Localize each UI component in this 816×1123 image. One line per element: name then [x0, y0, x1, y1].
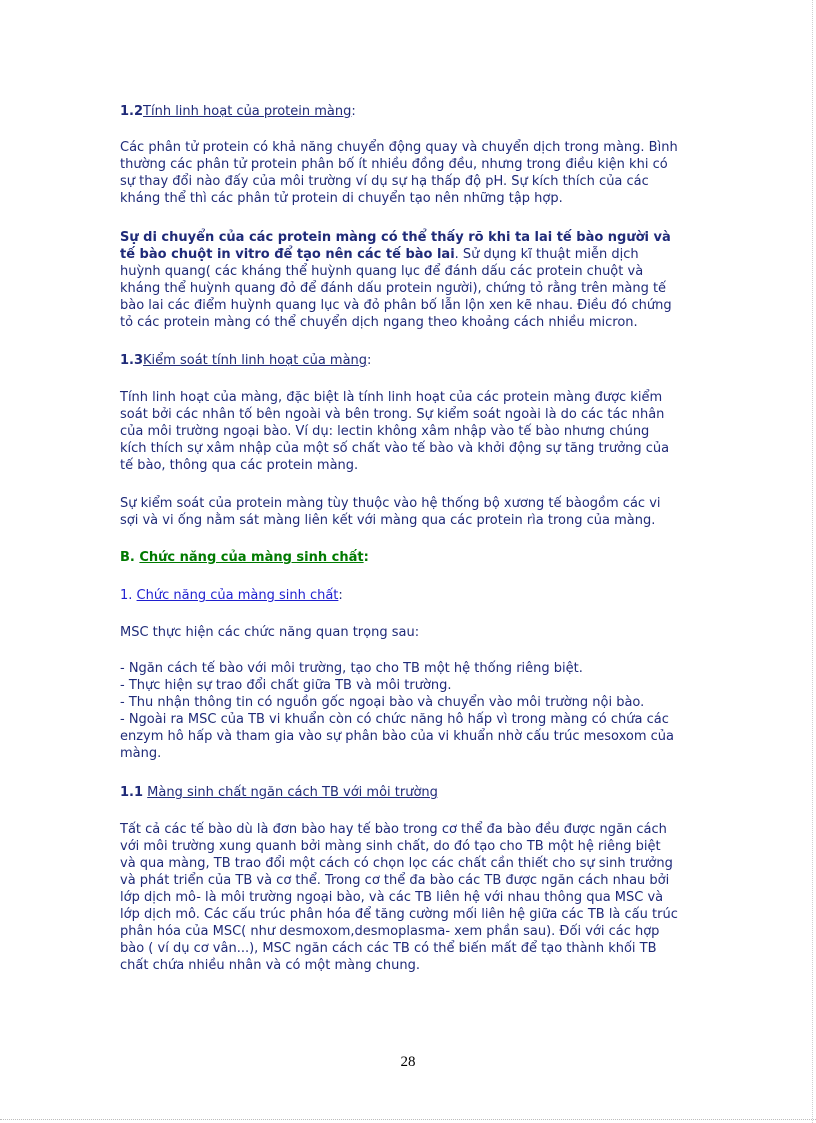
heading-1-1-number: 1.1 — [120, 785, 144, 800]
text-line: MSC thực hiện các chức năng quan trọng sau: — [120, 625, 420, 640]
text-line: kích thích sự xâm nhập của một số chất vào tế bào và khởi động sự tăng trưởng của — [120, 441, 670, 456]
text-line: kháng thể thì các phân tử protein di chuyển tạo nên những tập hợp. — [120, 191, 563, 206]
text-line: sợi và vi ống nằm sát màng liên kết với màng qua các protein rìa trong của màng. — [120, 513, 656, 528]
list-item: - Thực hiện sự trao đổi chất giữa TB và môi trường. — [120, 678, 452, 693]
heading-1-2-number: 1.2 — [120, 104, 144, 119]
page-border-bottom — [0, 1119, 816, 1120]
text-line: soát bởi các nhân tố bên ngoài và bên trong. Sự kiểm soát ngoài là do các tác nhân — [120, 407, 665, 422]
text-line: bào lai các điểm huỳnh quang lục và đỏ phân bố lẫn lộn xen kẽ nhau. Điều đó chứng — [120, 298, 672, 313]
text-line: và phát triển của TB và cơ thể. Trong cơ thể đa bào các TB được ngăn cách nhau bởi — [120, 873, 670, 888]
heading-b-colon: : — [363, 550, 369, 565]
heading-1-3-colon: : — [367, 353, 372, 368]
text-line: Các phân tử protein có khả năng chuyển động quay và chuyển dịch trong màng. Bình — [120, 140, 678, 155]
paragraph-1-2-b — [120, 229, 705, 331]
bold-text-line: Sự di chuyển của các protein màng có thể thấy rõ khi ta lai tế bào người và — [120, 230, 671, 245]
page-border-right — [812, 0, 813, 1123]
text-line: và qua màng, TB trao đổi một cách có chọn lọc các chất cần thiết cho sự sinh trưởng — [120, 856, 673, 871]
heading-1-colon: : — [338, 588, 343, 603]
paragraph-1-1 — [120, 821, 705, 974]
text-line: của môi trường ngoại bào. Ví dụ: lectin không xâm nhập vào tế bào nhưng chúng — [120, 424, 650, 439]
text-line: kháng thể huỳnh quang đỏ để đánh dấu protein người), chứng tỏ rằng trên màng tế — [120, 281, 667, 296]
text-line: Sự kiểm soát của protein màng tùy thuộc vào hệ thống bộ xương tế bàogồm các vi — [120, 496, 661, 511]
heading-1 — [120, 587, 705, 604]
paragraph-1-2-a — [120, 139, 705, 207]
heading-1-2 — [120, 103, 705, 120]
heading-1-2-colon: : — [351, 104, 356, 119]
heading-1-1-title: Màng sinh chất ngăn cách TB với môi trường — [147, 785, 438, 800]
heading-b — [120, 549, 705, 566]
text-line: phân hóa của MSC( như desmoxom,desmoplasma- xem phần sau). Đối với các hợp — [120, 924, 660, 939]
heading-1-3-title: Kiểm soát tính linh hoạt của màng — [143, 353, 368, 368]
bold-text-line: tế bào chuột in vitro để tạo nên các tế bào lai — [120, 247, 455, 262]
text-line: thường các phân tử protein phân bố ít nhiều đồng đều, nhưng trong điều kiện khi có — [120, 157, 668, 172]
list-item: màng. — [120, 746, 162, 761]
text-line: chất chứa nhiều nhân và có một màng chung. — [120, 958, 420, 973]
list-item: enzym hô hấp và tham gia vào sự phân bào của vi khuẩn nhờ cấu trúc mesoxom của — [120, 729, 675, 744]
text-line: Tất cả các tế bào dù là đơn bào hay tế bào trong cơ thể đa bào đều được ngăn cách — [120, 822, 667, 837]
text-line: tỏ các protein màng có thể chuyển dịch ngang theo khoảng cách nhiều micron. — [120, 315, 638, 330]
paragraph-1-3-a — [120, 389, 705, 474]
list-item: - Thu nhận thông tin có nguồn gốc ngoại bào và chuyển vào môi trường nội bào. — [120, 695, 645, 710]
text-line: lớp dịch mô. Các cấu trúc phân hóa để tăng cường mối liên hệ giữa các TB là cấu trúc — [120, 907, 678, 922]
text-line: tế bào, thông qua các protein màng. — [120, 458, 359, 473]
functions-intro — [120, 624, 705, 641]
functions-list — [120, 660, 705, 762]
heading-1-number: 1. — [120, 588, 137, 603]
text-line: sự thay đổi nào đấy của môi trường ví dụ sự hạ thấp độ pH. Sự kích thích của các — [120, 174, 649, 189]
paragraph-1-3-b — [120, 495, 705, 529]
text-line: bào ( ví dụ cơ vân...), MSC ngăn cách các TB có thể biến mất để tạo thành khối TB — [120, 941, 657, 956]
list-item: - Ngăn cách tế bào với môi trường, tạo cho TB một hệ thống riêng biệt. — [120, 661, 583, 676]
heading-1-title: Chức năng của màng sinh chất — [136, 588, 339, 603]
heading-b-prefix: B. — [120, 550, 140, 565]
list-item: - Ngoài ra MSC của TB vi khuẩn còn có chức năng hô hấp vì trong màng có chứa các — [120, 712, 669, 727]
page-number: 28 — [400, 1054, 416, 1070]
heading-1-1 — [120, 784, 705, 801]
heading-1-2-title: Tính linh hoạt của protein màng — [143, 104, 352, 119]
text-line: lớp dịch mô- là môi trường ngoại bào, và các TB liên hệ với nhau thông qua MSC và — [120, 890, 664, 905]
heading-b-title: Chức năng của màng sinh chất — [139, 550, 364, 565]
text-line: Tính linh hoạt của màng, đặc biệt là tính linh hoạt của các protein màng được kiểm — [120, 390, 663, 405]
text-line: . Sử dụng kĩ thuật miễn dịch — [454, 247, 639, 262]
text-line: huỳnh quang( các kháng thể huỳnh quang lục để đánh dấu các protein chuột và — [120, 264, 644, 279]
heading-1-3-number: 1.3 — [120, 353, 144, 368]
text-line: với môi trường xung quanh bởi màng sinh chất, do đó tạo cho TB một hệ riêng biệt — [120, 839, 661, 854]
heading-1-3 — [120, 352, 705, 369]
